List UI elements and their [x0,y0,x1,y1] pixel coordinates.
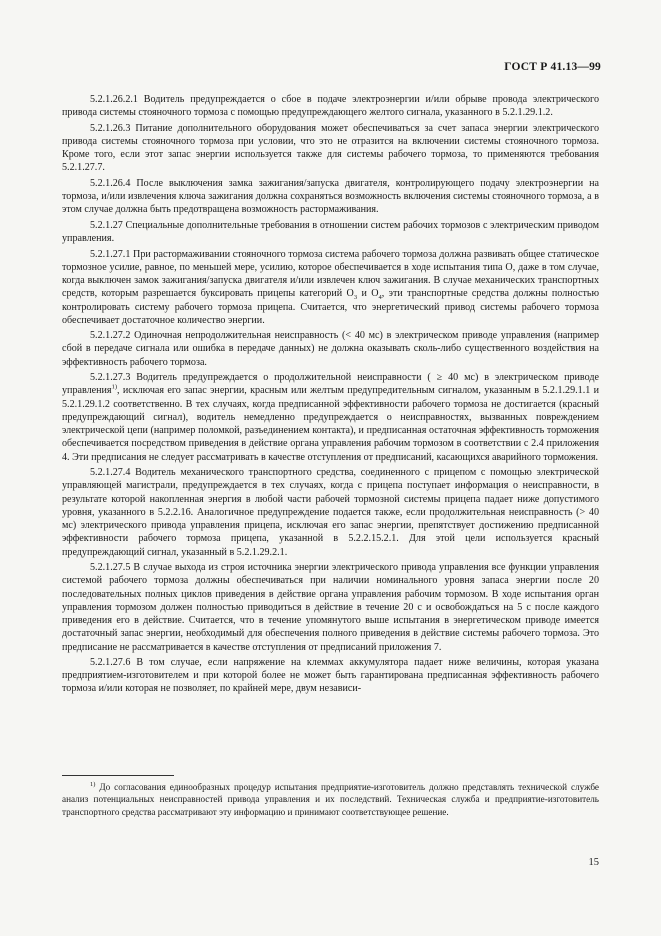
paragraph-text: , эти транспортные средства должны полностью контролировать систему рабочего тормоза прицепа. Считается, что энергетический привод системы рабочего тормоза обеспечивает достаточное количество энергии. [62,288,599,326]
paragraph-text: 5.2.1.27.1 При растормаживании стояночного тормоза система рабочего тормоза должна развивать общее статическое тормозное усилие, равное, по меньшей мере, усилию, которое обеспечивается в ходе испытания типа О, даже в том случае, когда выключен замок зажигания/запуска двигателя и/или извлечен ключ зажигания. В случае механических транспортных средств, которым разрешается буксировать прицепы категорий O [62,248,599,300]
footnote [62,781,599,818]
paragraph-text: и O [357,288,379,300]
paragraph-5-2-1-27-4: 5.2.1.27.4 Водитель механического транспортного средства, соединенного с прицепом с помощью электрической управляющей магистрали, предупреждается в тех случаях, когда с прицепа поступает информация о неисправности, в результате которой накопленная энергия в любой части рабочей тормозной системы прицепа падает ниже допустимого уровня, указанного в 5.2.2.16. Аналогичное предупреждение подается также, если продолжительная неисправность (> 40 мс) электрического привода управления прицепа, исключая его запас энергии, препятствует достижению предписанной эффективности рабочего тормоза прицепа, указанной в 5.2.2.15.2.1. Для этой цели используется красный предупреждающий сигнал, указанный в 5.2.1.29.2.1. [62,467,599,558]
footnote-body: До согласования единообразных процедур испытания предприятие-изготовитель должно представлять технической службе анализ потенциальных неисправностей привода управления и их последствий. Техническая служба и предприятие-изготовитель транспортного средства рассматривают эту информацию и принимают соответствующее решение. [62,782,599,817]
paragraph-5-2-1-27-1 [62,248,599,328]
subscript: 4 [378,294,382,302]
paragraph-5-2-1-27-3 [62,371,599,464]
paragraph-5-2-1-26-3: 5.2.1.26.3 Питание дополнительного оборудования может обеспечиваться за счет запаса энергии электрического привода системы стояночного тормоза при условии, что это не отразится на включении системы стояночного тормоза. Кроме того, если этот запас энергии используется также для системы рабочего тормоза, то применяются требования 5.2.1.27.7. [62,122,599,174]
paragraph-5-2-1-26-4: 5.2.1.26.4 После выключения замка зажигания/запуска двигателя, контролирующего подачу электроэнергии на тормоза, и/или извлечения ключа зажигания должна сохраняться возможность включения системы стояночного тормоза, а в этом случае должна быть предотвращена возможность растормаживания. [62,177,599,216]
footnote-marker: 1) [90,780,96,788]
paragraph-text: 5.2.1.27.3 Водитель предупреждается о продолжительной неисправности ( ≥ 40 мс) в электрическом приводе управления [62,372,599,397]
paragraph-5-2-1-27: 5.2.1.27 Специальные дополнительные требования в отношении систем рабочих тормозов с электрическим приводом управления. [62,219,599,245]
footnote-divider [62,775,174,776]
page-number: 15 [588,857,599,868]
body-text [62,93,599,698]
paragraph-5-2-1-27-6: 5.2.1.27.6 В том случае, если напряжение на клеммах аккумулятора падает ниже величины, которая указана предприятием-изготовителем и при которой более не может быть гарантирована предписанная эффективность рабочего тормоза и/или которая не позволяет, по крайней мере, двум независи- [62,656,599,695]
document-code-header: ГОСТ Р 41.13—99 [504,61,601,73]
subscript: 3 [353,294,358,302]
footnote-text [62,781,599,818]
footnote-reference[interactable]: 1) [111,384,117,392]
paragraph-5-2-1-27-2: 5.2.1.27.2 Одиночная непродолжительная неисправность (< 40 мс) в электрическом приводе управления (например сбой в передаче сигнала или ошибка в передаче данных) не должна оказывать сколь-либо существенного воздействия на эффективность рабочего тормоза. [62,330,599,368]
paragraph-5-2-1-27-5: 5.2.1.27.5 В случае выхода из строя источника энергии электрического привода управления все функции управления системой рабочего тормоза должны обеспечиваться при наличии номинального уровня запаса энергии после 20 последовательных полных циклов приведения в действие органа управления рабочим тормозом. В ходе испытания орган управления тормозом должен полностью приводиться в действие в течение 20 с и освобождаться на 5 с после каждого приведения его в действие. Считается, что в течение упомянутого выше испытания в энергетическом приводе имеется достаточный запас энергии, необходимый для обеспечения полного приведения в действие системы рабочего тормоза. Это предписание не рассматривается в качестве отступления от предписаний приложения 7. [62,562,599,653]
paragraph-text: , исключая его запас энергии, красным или желтым предупредительным сигналом, указанным в 5.2.1.29.1.1 и 5.2.1.29.1.2 соответственно. В тех случаях, когда предписанной эффективности рабочего тормоза не достигается (красный предупреждающий сигнал), водитель немедленно предупреждается о неисправностях, вызванных повреждением электрической цепи (например поломкой, разъединением контакта), и предписанная остаточная эффективность торможения обеспечивается посредством приведения в действие органа управления рабочим тормозом в соответствии с 2.4 приложения 4. Эти предписания не следует рассматривать в качестве отступления от предписаний, касающихся аварийного торможения. [62,385,599,463]
paragraph-5-2-1-26-2-1: 5.2.1.26.2.1 Водитель предупреждается о сбое в подаче электроэнергии и/или обрыве провода электрического привода системы стояночного тормоза с помощью предупреждающего желтого сигнала, указанного в 5.2.1.29.1.2. [62,94,599,119]
